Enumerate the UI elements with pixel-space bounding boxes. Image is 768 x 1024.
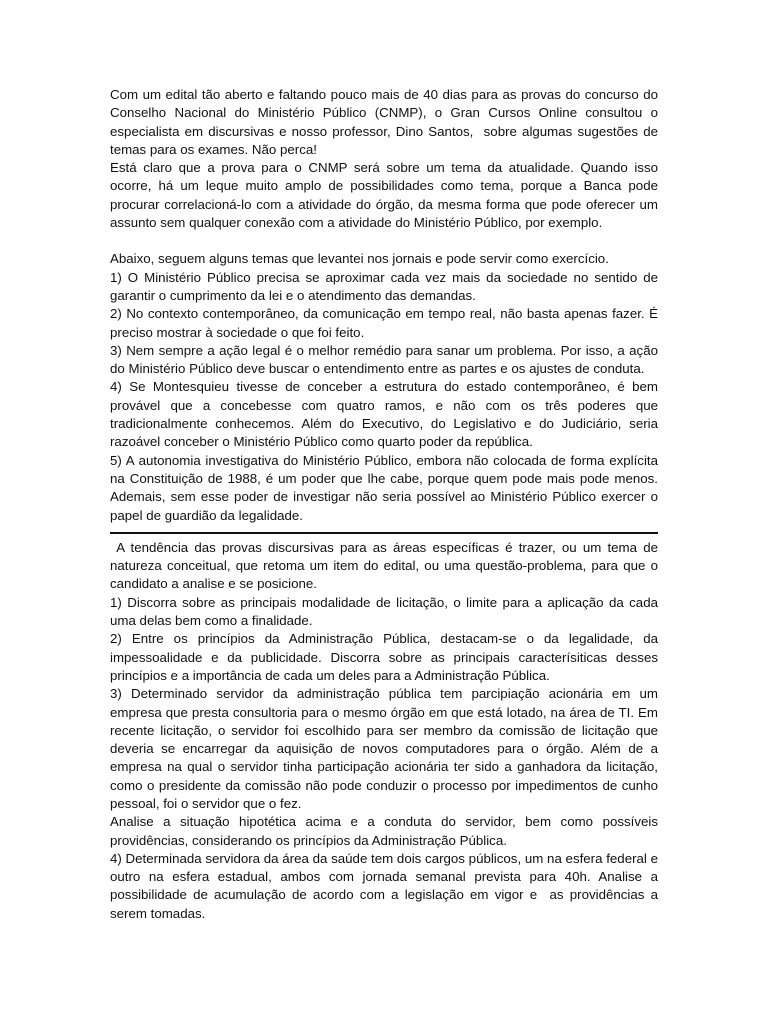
paragraph-gap: [110, 232, 658, 250]
intro-paragraph-2: Está claro que a prova para o CNMP será sobre um tema da atualidade. Quando isso ocorre, há um leque muito amplo de possibilidades como tema, porque a Banca pode procurar correlacioná-lo com a atividade do órgão, da mesma forma que pode oferecer um assunto sem qualquer conexão com a atividade do Ministério Público, por exemplo.: [110, 160, 662, 231]
question-item-3: 3) Determinado servidor da administração pública tem parcipiação acionária em um empresa que presta consultoria para o mesmo órgão em que está lotado, na área de TI. Em recente licitação, o servidor foi escolhido para ser membro da comissão de licitação que deveria se encarregar da aquisição de novos computadores para o órgão. Além de a empresa na qual o servidor tinha participação acionária ter sido a ganhadora da licitação, como o presidente da comissão não pode conduzir o processo por impedimentos de cunho pessoal, foi o servidor que o fez.: [110, 686, 662, 811]
theme-item-2: 2) No contexto contemporâneo, da comunicação em tempo real, não basta apenas fazer. É preciso mostrar à sociedade o que foi feito.: [110, 306, 662, 340]
theme-item-5: 5) A autonomia investigativa do Ministério Público, embora não colocada de forma explícita na Constituição de 1988, é um poder que lhe cabe, porque quem pode mais pode menos. Ademais, sem esse poder de investigar não seria possível ao Ministério Público exercer o papel de guardião da legalidade.: [110, 452, 662, 523]
theme-item-3: 3) Nem sempre a ação legal é o melhor remédio para sanar um problema. Por isso, a ação do Ministério Público deve buscar o entendimento entre as partes e os ajustes de conduta.: [110, 342, 662, 377]
question-item-1: 1) Discorra sobre as principais modalidade de licitação, o limite para a aplicação da cada uma delas bem como a finalidade.: [110, 594, 662, 629]
question-item-2: 2) Entre os princípios da Administração Pública, destacam-se o da legalidade, da impessoalidade e da publicidade. Discorra sobre as principais caracterísiticas desses princípios e a importância de cada um deles para a Administração Pública.: [110, 631, 662, 683]
themes-intro: Abaixo, seguem alguns temas que levantei nos jornais e pode servir como exercício.: [110, 251, 609, 267]
question-3-analysis: Analise a situação hipotética acima e a conduta do servidor, bem como possíveis providências, considerando os princípios da Administração Pública.: [110, 814, 662, 848]
theme-item-1: 1) O Ministério Público precisa se aproximar cada vez mais da sociedade no sentido de garantir o cumprimento da lei e o atendimento das demandas.: [110, 269, 662, 303]
intro-paragraph-1: Com um edital tão aberto e faltando pouco mais de 40 dias para as provas do concurso do Conselho Nacional do Ministério Público (CNMP), o Gran Cursos Online consultou o especialista em discursivas e nosso professor, Dino Santos, sobre algumas sugestões de temas para os exames. Não perca!: [110, 87, 662, 157]
section-divider: [110, 532, 658, 534]
section2-intro: A tendência das provas discursivas para as áreas específicas é trazer, ou um tema de natureza conceitual, que retoma um item do edital, ou uma questão-problema, para que o candidato a analise e se posicione.: [110, 539, 662, 592]
theme-item-4: 4) Se Montesquieu tivesse de conceber a estrutura do estado contemporâneo, é bem provável que a concebesse com quatro ramos, e não com os três poderes que tradicionalmente conhecemos. Além do Executivo, do Legislativo e do Judiciário, seria razoável conceber o Ministério Público como quarto poder da república.: [110, 379, 662, 450]
question-item-4: 4) Determinada servidora da área da saúde tem dois cargos públicos, um na esfera federal e outro na esfera estadual, ambos com jornada semanal prevista para 40h. Analise a possibilidade de acumulação de acordo com a legislação em vigor e as providências a serem tomadas.: [110, 850, 662, 921]
document-page: [110, 86, 662, 923]
